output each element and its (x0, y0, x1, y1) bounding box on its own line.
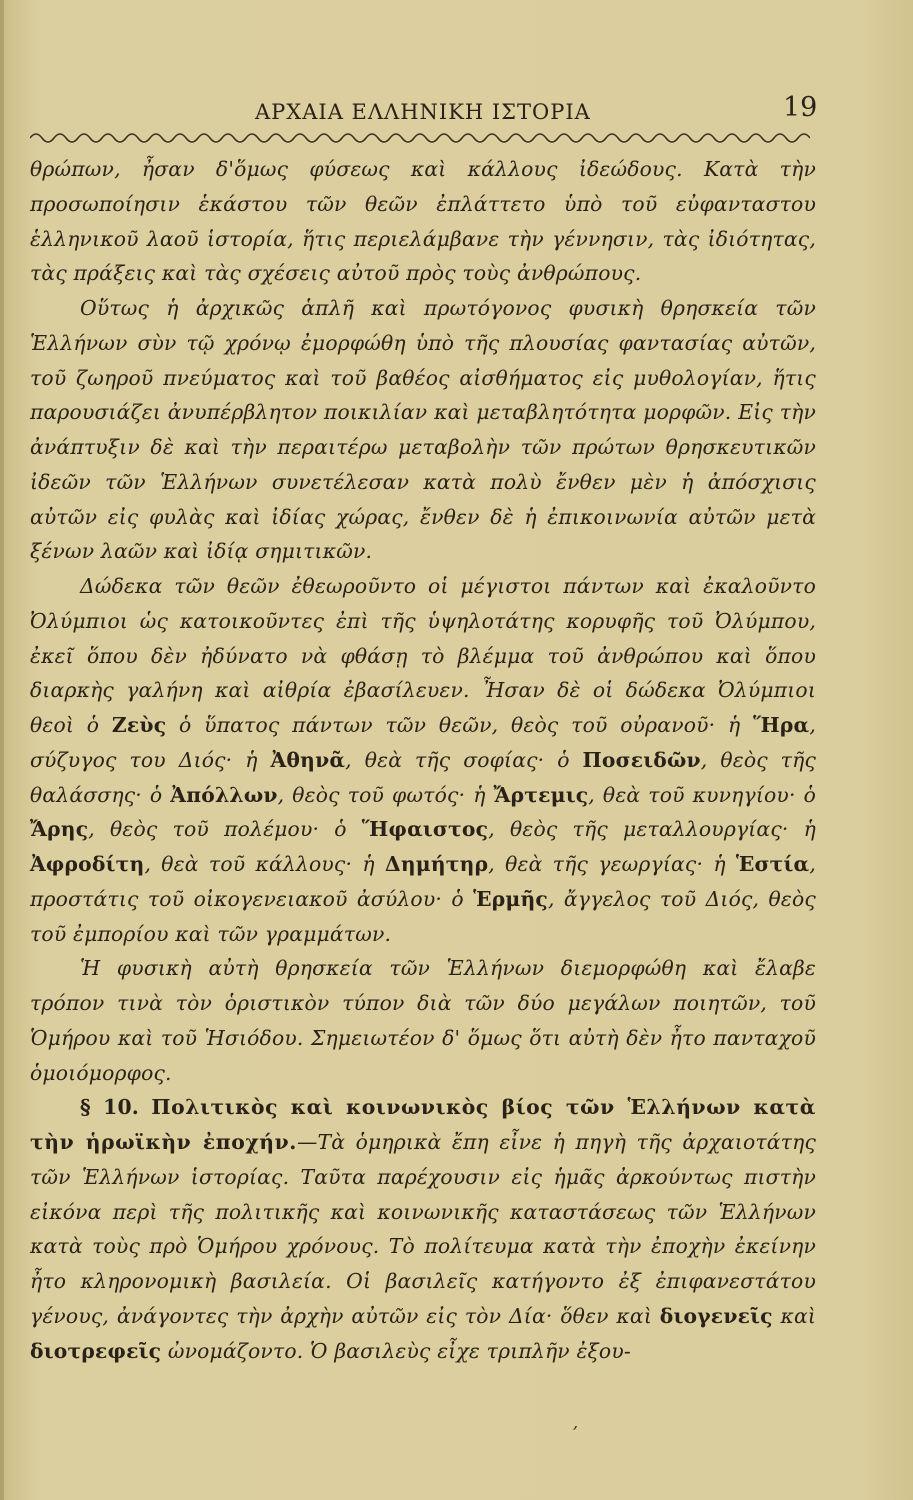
bold-term: Ἑστία (735, 852, 810, 876)
paragraph (30, 1090, 816, 1368)
bold-term: Ποσειδῶν (582, 747, 701, 772)
text-run: —Τὰ ὁμηρικὰ ἔπη εἶνε ἡ πηγὴ τῆς ἀρχαιοτάτης τῶν Ἑλλήνων ἱστορίας. Ταῦτα παρέχουσιν εἰς ἡμᾶς ἀρκούντως πιστὴν εἰκόνα περὶ τῆς πολιτικῆς καὶ κοινωνικῆς καταστάσεως τῶν Ἑλλήνων κατὰ τοὺς πρὸ Ὁμήρου χρόνους. Τὸ πολίτευμα κατὰ τὴν ἐποχὴν ἐκείνην ἦτο κληρονομικὴ βασιλεία. Οἱ βασιλεῖς κατήγοντο ἐξ ἐπιφανεστάτου γένους, ἀνάγοντες τὴν ἀρχὴν αὐτῶν εἰς τὸν Δία· ὅθεν καὶ (30, 1130, 817, 1328)
text-run: θρώπων, ἦσαν δ'ὅμως φύσεως καὶ κάλλους ἰδεώδους. Κατὰ τὴν προσωποίησιν ἑκάστου τῶν θεῶν ἐπλάττετο ὑπὸ τοῦ εὐφανταστου ἑλληνικοῦ λαοῦ ἱστορία, ἥτις περιελάμβανε τὴν γέννησιν, τὰς ἰδιότητας, τὰς πράξεις καὶ τὰς σχέσεις αὐτοῦ πρὸς τοὺς ἀνθρώπους. (30, 157, 816, 286)
text-run: , θεὸς τοῦ πολέμου· ὁ (88, 817, 362, 842)
paragraph (30, 569, 816, 951)
text-run: ὁ ὕπατος πάντων τῶν θεῶν, θεὸς τοῦ οὐρανοῦ· ἡ (166, 713, 754, 737)
body-text (30, 152, 816, 1368)
bold-term: Δημήτηρ (384, 852, 489, 876)
text-run: Οὕτως ἡ ἀρχικῶς ἁπλῆ καὶ πρωτόγονος φυσικὴ θρησκεία τῶν Ἑλλήνων σὺν τῷ χρόνῳ ἐμορφώθη ὑπὸ τῆς πλουσίας φαντασίας αὐτῶν, τοῦ ζωηροῦ πνεύματος καὶ τοῦ βαθέος αἰσθήματος εἰς μυθολογίαν, ἥτις παρουσιάζει ἀνυπέρβλητον ποικιλίαν καὶ μεταβλητότητα μορφῶν. Εἰς τὴν ἀνάπτυξιν δὲ καὶ τὴν περαιτέρω μεταβολὴν τῶν πρώτων θρησκευτικῶν ἰδεῶν τῶν Ἑλλήνων συνετέλεσαν κατὰ πολὺ ἔνθεν μὲν ἡ ἀπόσχισις αὐτῶν εἰς φυλὰς καὶ ἰδίας χώρας, ἔνθεν δὲ ἡ ἐπικοινωνία αὐτῶν μετὰ ξένων λαῶν καὶ ἰδίᾳ σημιτικῶν. (30, 296, 816, 564)
text-run: , θεὸς τῆς θαλάσσης· ὁ (30, 747, 817, 807)
page-number: 19 (783, 92, 818, 123)
running-title: ΑΡΧΑΙΑ ΕΛΛΗΝΙΚΗ ΙΣΤΟΡΙΑ (255, 100, 591, 124)
bold-term: Ἀθηνᾶ (270, 747, 346, 772)
text-run: καὶ (772, 1303, 816, 1328)
bold-term: Ἥφαιστος (361, 817, 489, 842)
bold-term: διογενεῖς (659, 1303, 773, 1328)
paragraph (30, 291, 816, 569)
text-run: , ἄγγελος τοῦ Διός, θεὸς τοῦ ἐμπορίου καὶ τῶν γραμμάτων. (30, 886, 816, 946)
text-run: ὠνομάζοντο. Ὁ βασιλεὺς εἶχε τριπλῆν ἐξου- (161, 1338, 631, 1363)
text-run: , θεὸς τοῦ φωτός· ἡ (277, 782, 494, 807)
paragraph (30, 152, 816, 291)
text-run: Δώδεκα τῶν θεῶν ἐθεωροῦντο οἱ μέγιστοι πάντων καὶ ἐκαλοῦντο Ὀλύμπιοι ὡς κατοικοῦντες ἐπὶ τῆς ὑψηλοτάτης κορυφῆς τοῦ Ὀλύμπου, ἐκεῖ ὅπου δὲν ἠδύνατο νὰ φθάσῃ τὸ βλέμμα τοῦ ἀνθρώπου καὶ ὅπου διαρκὴς γαλήνη καὶ αἰθρία ἐβασίλευεν. Ἦσαν δὲ οἱ δώδεκα Ὀλύμπιοι θεοὶ ὁ (30, 574, 816, 737)
text-run: , θεὸς τῆς μεταλλουργίας· ἡ (488, 817, 816, 842)
section-heading: Πολιτικὸς καὶ κοινωνικὸς βίος τῶν Ἑλλήνων κατὰ τὴν ἡρωϊκὴν ἐποχήν. (30, 1095, 817, 1154)
text-run: Ἡ φυσικὴ αὐτὴ θρησκεία τῶν Ἑλλήνων διεμορφώθη καὶ ἔλαβε τρόπον τινὰ τὸν ὁριστικὸν τύπον διὰ τῶν δύο μεγάλων ποιητῶν, τοῦ Ὁμήρου καὶ τοῦ Ἡσιόδου. Σημειωτέον δ' ὅμως ὅτι αὐτὴ δὲν ἦτο πανταχοῦ ὁμοιόμορφος. (30, 956, 816, 1085)
wavy-rule-ornament (30, 126, 810, 146)
paragraph (30, 951, 816, 1090)
text-run: , θεὰ τοῦ κυνηγίου· ὁ (588, 782, 816, 807)
section-number: § 10. (80, 1095, 152, 1120)
text-run: , προστάτις τοῦ οἰκογενειακοῦ ἀσύλου· ὁ (30, 852, 816, 911)
text-run: , θεὰ τῆς σοφίας· ὁ (345, 747, 583, 772)
bold-term: Ἥρα (753, 713, 810, 737)
text-run: , θεὰ τῆς γεωργίας· ἡ (488, 852, 736, 876)
bold-term: Ζεὺς (111, 713, 167, 737)
bold-term: Ἀφροδίτη (30, 852, 145, 876)
text-run: , θεὰ τοῦ κάλλους· ἡ (144, 852, 385, 876)
bold-term: Ἑρμῆς (473, 886, 548, 911)
stray-mark: , (573, 1413, 579, 1432)
bold-term: Ἄρτεμις (493, 782, 589, 807)
bold-term: διοτρεφεῖς (30, 1338, 162, 1363)
bold-term: Ἀπόλλων (170, 782, 278, 807)
text-run: , σύζυγος του Διός· ἡ (30, 713, 816, 772)
bold-term: Ἄρης (30, 817, 89, 842)
